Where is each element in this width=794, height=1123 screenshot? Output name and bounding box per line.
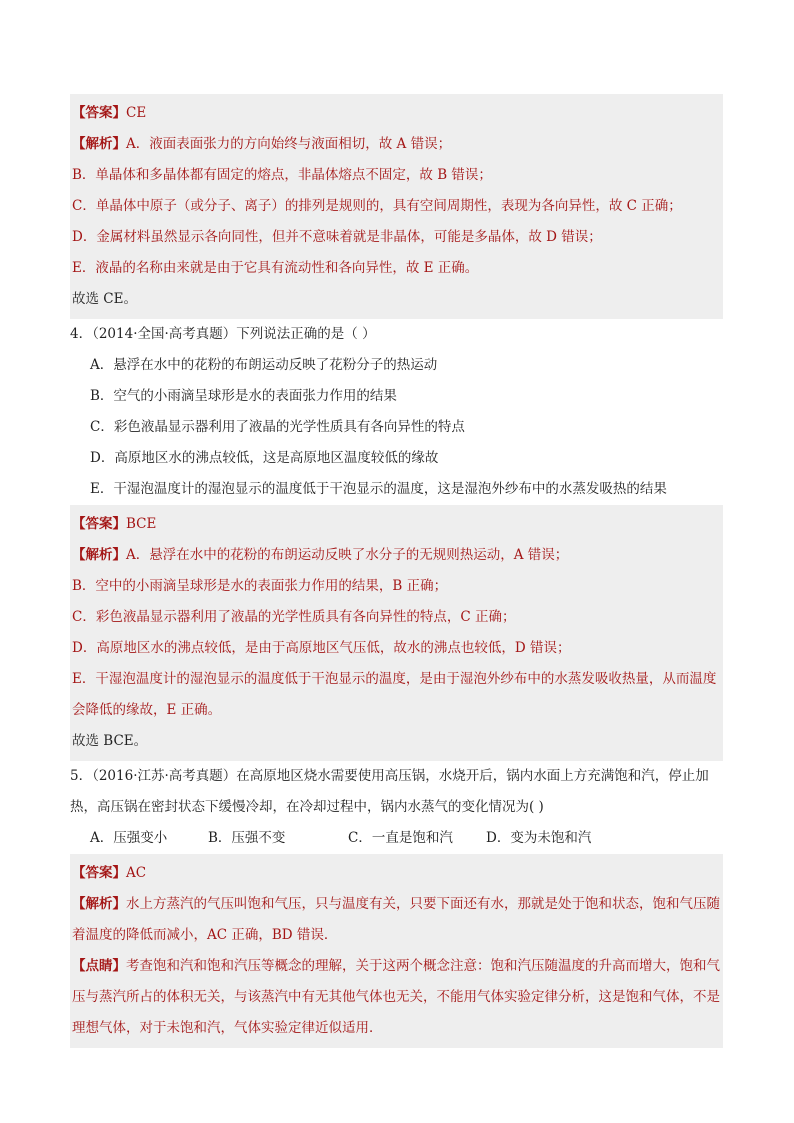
answer-line — [72, 858, 721, 889]
option-a: A．悬浮在水中的花粉的布朗运动反映了花粉分子的热运动 — [90, 357, 438, 373]
option-b: B．空气的小雨滴呈球形是水的表面张力作用的结果 — [90, 388, 397, 404]
option-a: A．压强变小 — [90, 830, 168, 846]
analysis-line: E．液晶的名称由来就是由于它具有流动性和各向异性，故 E 正确。 — [72, 260, 479, 276]
option-c: C．彩色液晶显示器利用了液晶的光学性质具有各向异性的特点 — [90, 419, 465, 435]
question-stem: 4．（2014·全国·高考真题）下列说法正确的是（ ） — [70, 319, 723, 350]
analysis-line: C．彩色液晶显示器利用了液晶的光学性质具有各向异性的特点，C 正确； — [72, 609, 516, 625]
point-text: 考查饱和汽和饱和汽压等概念的理解，关于这两个概念注意：饱和汽压随温度的升高而增大，饱和气压与蒸汽所占的体积无关，与该蒸汽中有无其他气体也无关，不能用气体实验定律分析，这是饱和气体，不是理想气体，对于未饱和汽，气体实验定律近似适用． — [72, 958, 720, 1036]
analysis-line: B．空中的小雨滴呈球形是水的表面张力作用的结果，B 正确； — [72, 578, 448, 594]
options-row — [70, 823, 723, 854]
analysis-line: B．单晶体和多晶体都有固定的熔点，非晶体熔点不固定，故 B 错误； — [72, 167, 492, 183]
point-paragraph — [72, 951, 721, 1044]
question-5 — [70, 761, 723, 854]
analysis-line: C．单晶体中原子（或分子、离子）的排列是规则的，具有空间周期性，表现为各向异性，故 C 正确； — [72, 198, 682, 214]
conclusion-line: 故选 BCE。 — [72, 733, 148, 749]
answer-line — [72, 98, 721, 129]
option-e: E．干湿泡温度计的湿泡显示的温度低于干泡显示的温度，这是湿泡外纱布中的水蒸发吸热的结果 — [90, 481, 667, 497]
analysis-line — [72, 540, 721, 571]
analysis-text: A．液面表面张力的方向始终与液面相切，故 A 错误； — [126, 136, 452, 152]
analysis-tag: 【解析】 — [72, 896, 126, 912]
answer-block-q4 — [70, 505, 723, 761]
answer-value: CE — [126, 105, 147, 121]
analysis-line: D．金属材料虽然显示各向同性，但并不意味着就是非晶体，可能是多晶体，故 D 错误； — [72, 229, 602, 245]
option-c: C．一直是饱和汽 — [348, 830, 453, 846]
option-b: B．压强不变 — [208, 830, 286, 846]
point-tag: 【点睛】 — [72, 958, 126, 974]
answer-block-q3 — [70, 94, 723, 319]
option-d: D．变为未饱和汽 — [486, 830, 592, 846]
answer-value: AC — [126, 865, 147, 881]
analysis-tag: 【解析】 — [72, 547, 126, 563]
analysis-tag: 【解析】 — [72, 136, 126, 152]
analysis-text: 水上方蒸汽的气压叫饱和气压，只与温度有关，只要下面还有水，那就是处于饱和状态，饱和气压随着温度的降低而减小，AC 正确，BD 错误． — [72, 896, 720, 943]
conclusion-line: 故选 CE。 — [72, 291, 137, 307]
analysis-paragraph — [72, 889, 721, 951]
analysis-text: A．悬浮在水中的花粉的布朗运动反映了水分子的无规则热运动，A 错误； — [126, 547, 569, 563]
document-page — [70, 94, 723, 1048]
analysis-line — [72, 129, 721, 160]
answer-line — [72, 509, 721, 540]
answer-tag: 【答案】 — [72, 865, 126, 881]
answer-tag: 【答案】 — [72, 516, 126, 532]
answer-value: BCE — [126, 516, 157, 532]
option-d: D．高原地区水的沸点较低，这是高原地区温度较低的缘故 — [90, 450, 439, 466]
answer-tag: 【答案】 — [72, 105, 126, 121]
analysis-line: D．高原地区水的沸点较低，是由于高原地区气压低，故水的沸点也较低，D 错误； — [72, 640, 571, 656]
question-4 — [70, 319, 723, 505]
question-stem: 5．（2016·江苏·高考真题）在高原地区烧水需要使用高压锅，水烧开后，锅内水面上方充满饱和汽，停止加热，高压锅在密封状态下缓慢冷却，在冷却过程中，锅内水蒸气的变化情况为( ) — [70, 768, 709, 815]
answer-block-q5 — [70, 854, 723, 1048]
analysis-line: E．干湿泡温度计的湿泡显示的温度低于干泡显示的温度，是由于湿泡外纱布中的水蒸发吸收热量，从而温度会降低的缘故，E 正确。 — [72, 671, 717, 718]
